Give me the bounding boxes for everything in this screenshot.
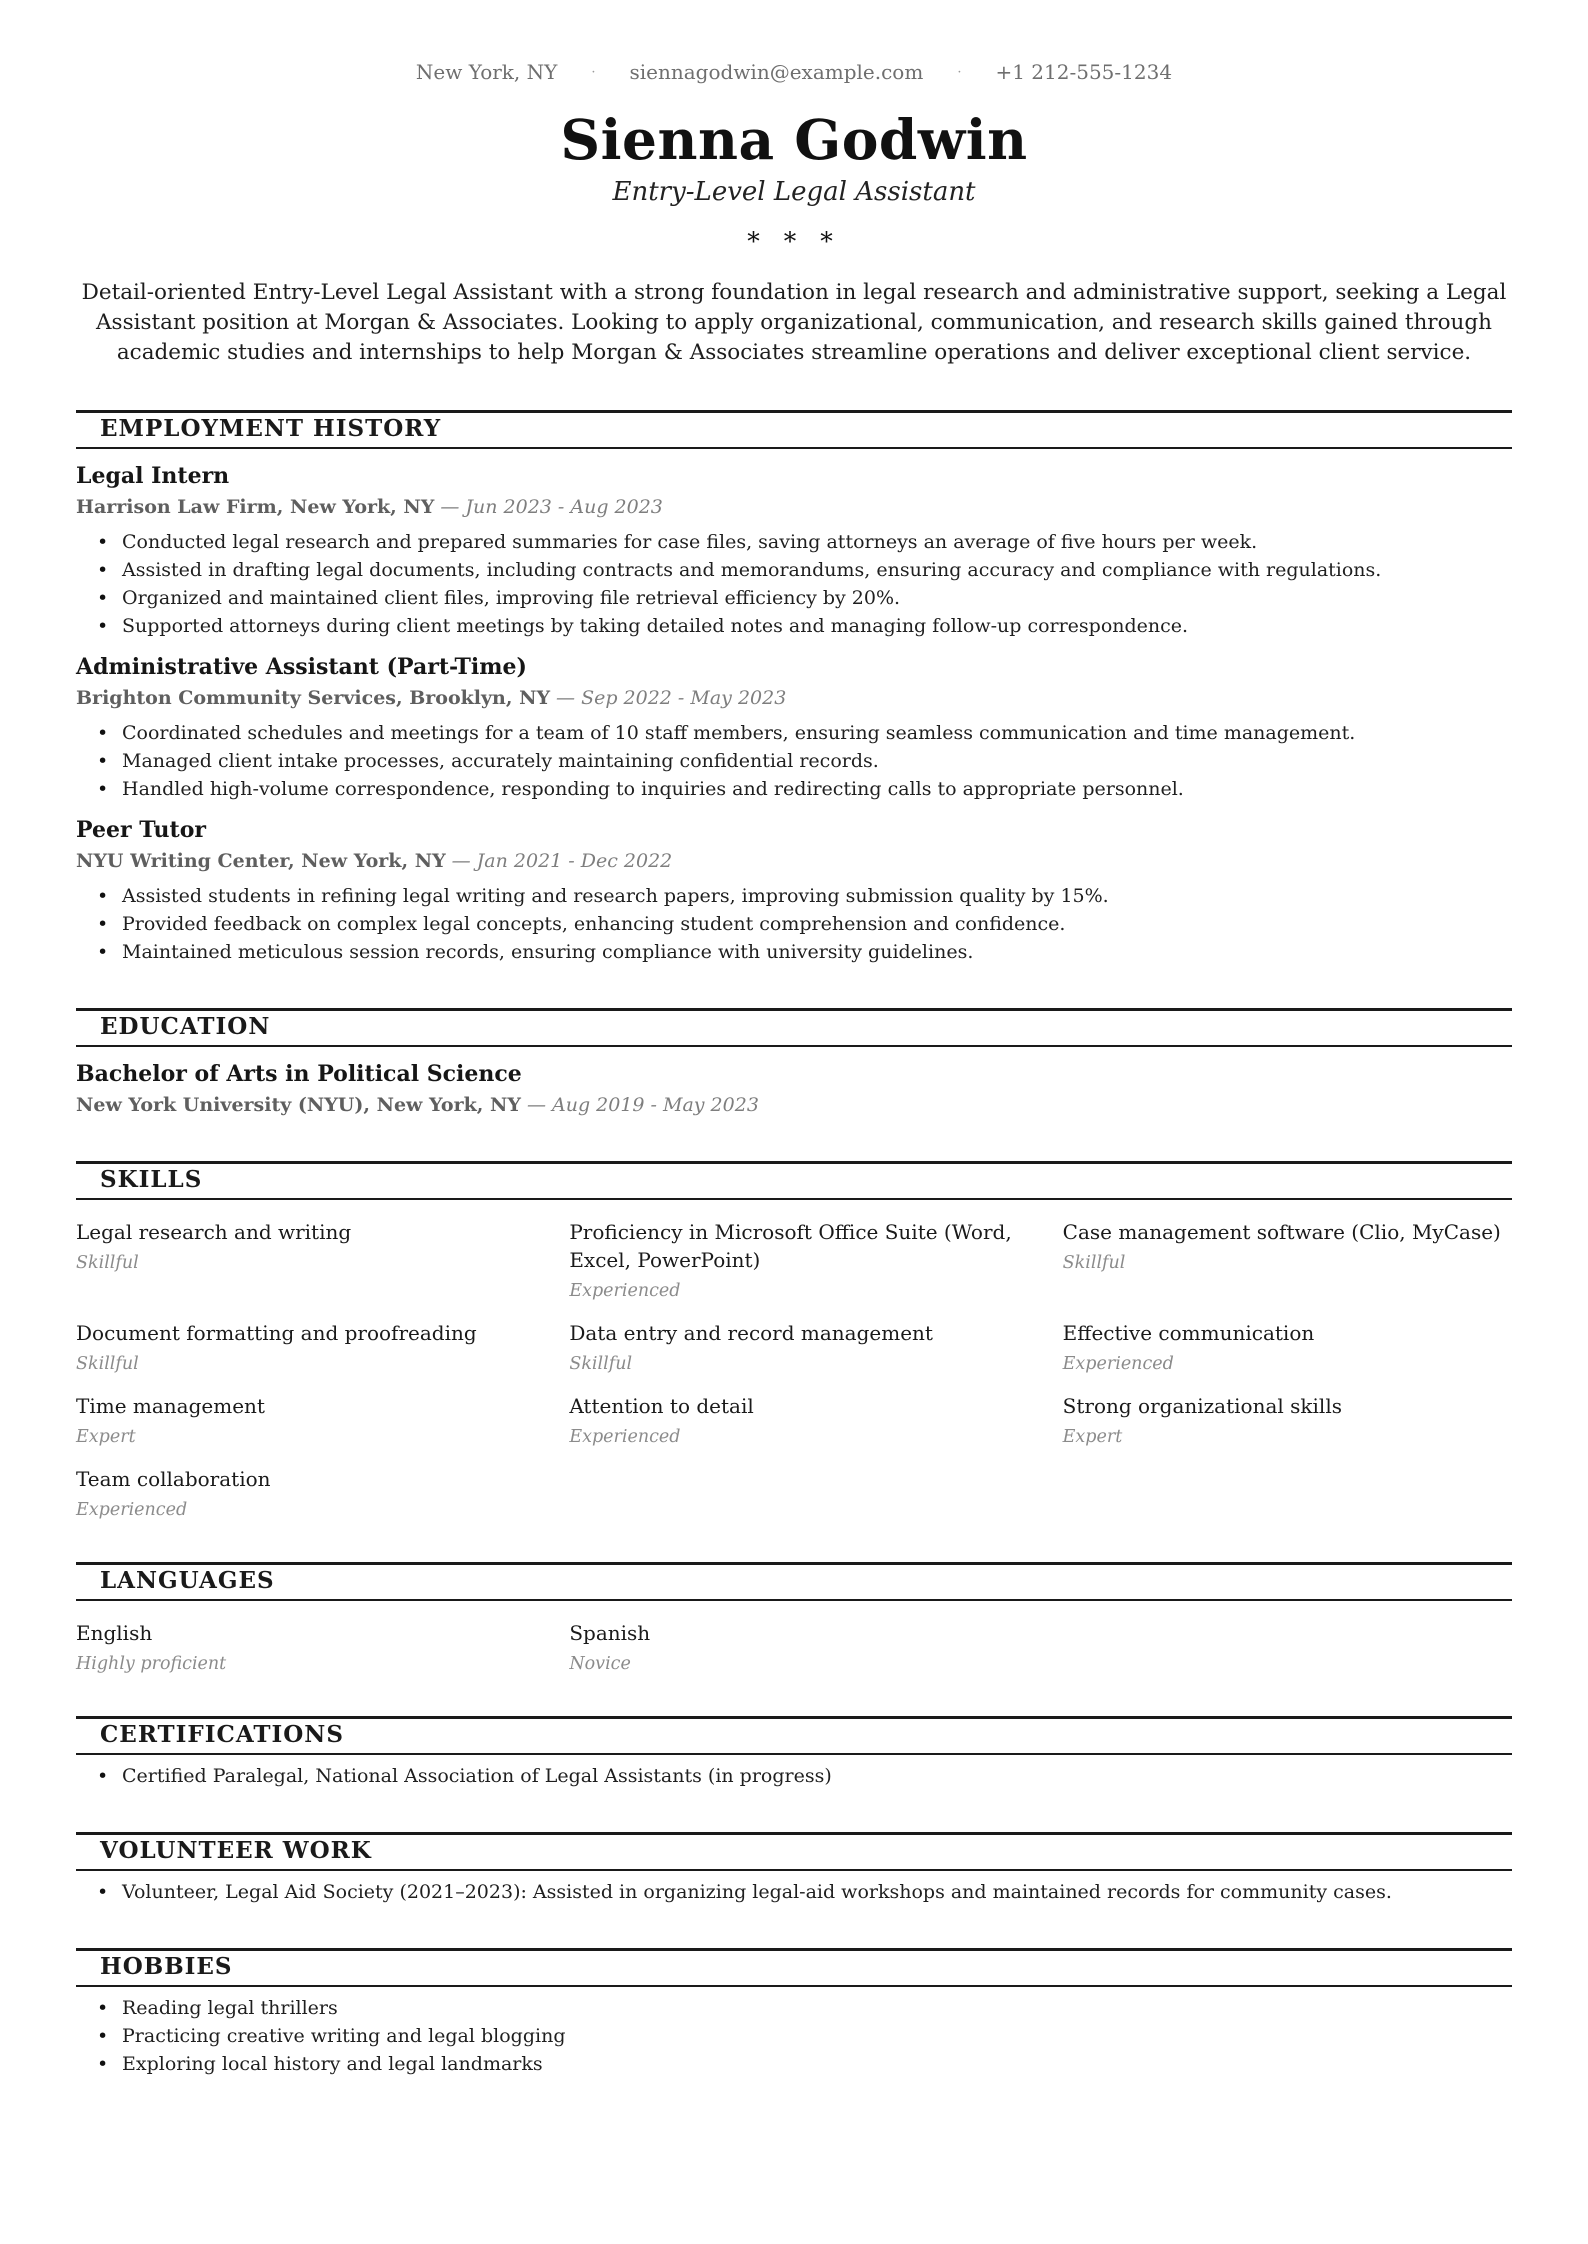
contact-email: siennagodwin@example.com — [629, 60, 924, 84]
hobbies-list — [76, 1994, 1512, 2078]
hobby-item: • Reading legal thrillers — [76, 1994, 1512, 2022]
skill-item — [569, 1218, 1018, 1301]
skill-item — [569, 1319, 1018, 1374]
skill-level: Experienced — [569, 1280, 681, 1301]
contact-location: New York, NY — [415, 60, 558, 84]
contact-separator: · — [957, 65, 962, 80]
skill-name: Strong organizational skills — [1062, 1393, 1342, 1418]
job-bullets — [76, 719, 1512, 803]
candidate-title: Entry-Level Legal Assistant — [612, 176, 976, 207]
job-title: Legal Intern — [76, 462, 230, 489]
skill-item — [76, 1218, 525, 1301]
education-school: New York University (NYU), New York, NY — [76, 1094, 521, 1117]
skill-item — [76, 1392, 525, 1447]
bullet-item: • Assisted in drafting legal documents, including contracts and memorandums, ensuring accuracy and compliance with regulations. — [76, 556, 1512, 584]
job-title: Administrative Assistant (Part-Time) — [76, 653, 527, 680]
job-title: Peer Tutor — [76, 816, 206, 843]
job-company: Brighton Community Services, Brooklyn, NY — [76, 687, 551, 710]
certification-item: • Certified Paralegal, National Association of Legal Assistants (in progress) — [76, 1762, 1512, 1790]
languages-grid — [76, 1619, 1512, 1674]
skill-item — [76, 1319, 525, 1374]
language-name: Spanish — [569, 1620, 651, 1645]
certifications-list — [76, 1762, 1512, 1790]
contact-phone: +1 212-555-1234 — [995, 60, 1173, 84]
bullet-item: • Maintained meticulous session records, ensuring compliance with university guidelines. — [76, 938, 1512, 966]
contact-bar — [76, 60, 1512, 84]
section-employment — [76, 410, 1512, 966]
skill-name: Proficiency in Microsoft Office Suite (Word, Excel, PowerPoint) — [569, 1219, 1012, 1272]
candidate-name: Sienna Godwin — [560, 107, 1028, 172]
skill-name: Team collaboration — [76, 1466, 271, 1491]
stars-decoration: * * * — [747, 226, 841, 256]
languages-heading: LANGUAGES — [76, 1562, 1512, 1601]
skill-name: Effective communication — [1062, 1320, 1315, 1345]
section-skills — [76, 1161, 1512, 1520]
skill-level: Skillful — [569, 1353, 633, 1374]
bullet-item: • Supported attorneys during client meetings by taking detailed notes and managing follow-up correspondence. — [76, 612, 1512, 640]
job-company: NYU Writing Center, New York, NY — [76, 850, 446, 873]
language-level: Highly proficient — [76, 1653, 227, 1674]
job-entry — [76, 654, 1512, 803]
bullet-item: • Coordinated schedules and meetings for a team of 10 staff members, ensuring seamless communication and time management. — [76, 719, 1512, 747]
skills-heading: SKILLS — [76, 1161, 1512, 1200]
skills-grid — [76, 1218, 1512, 1520]
job-dates: — Jan 2021 - Dec 2022 — [451, 850, 673, 873]
hobby-item: • Exploring local history and legal landmarks — [76, 2050, 1512, 2078]
job-bullets — [76, 528, 1512, 640]
language-item — [76, 1619, 525, 1674]
volunteer-item: • Volunteer, Legal Aid Society (2021–2023): Assisted in organizing legal-aid workshops and maintained records for community cases. — [76, 1878, 1512, 1906]
education-dates: — Aug 2019 - May 2023 — [526, 1094, 759, 1117]
job-meta — [76, 848, 1512, 875]
skill-level: Experienced — [569, 1426, 681, 1447]
hobbies-heading: HOBBIES — [76, 1948, 1512, 1987]
summary-text: Detail-oriented Entry-Level Legal Assistant with a strong foundation in legal research and administrative support, seeking a Legal Assistant position at Morgan & Associates. Looking to apply organizational, communication, and research skills gained through academic studies and internships to help Morgan & Associates streamline operations and deliver exceptional client service. — [81, 279, 1507, 365]
skill-level: Skillful — [1062, 1252, 1126, 1273]
certifications-heading: CERTIFICATIONS — [76, 1716, 1512, 1755]
education-meta — [76, 1092, 1512, 1119]
bullet-item: • Handled high-volume correspondence, responding to inquiries and redirecting calls to appropriate personnel. — [76, 775, 1512, 803]
job-entry — [76, 817, 1512, 966]
section-education — [76, 1008, 1512, 1119]
job-bullets — [76, 882, 1512, 966]
skill-level: Expert — [76, 1426, 136, 1447]
language-item-empty — [1063, 1619, 1512, 1674]
skill-name: Legal research and writing — [76, 1219, 352, 1244]
job-company: Harrison Law Firm, New York, NY — [76, 496, 435, 518]
bullet-item: • Assisted students in refining legal writing and research papers, improving submission quality by 15%. — [76, 882, 1512, 910]
section-languages — [76, 1562, 1512, 1674]
skill-level: Skillful — [76, 1252, 139, 1273]
language-name: English — [76, 1620, 153, 1645]
skill-item — [569, 1392, 1018, 1447]
degree-title: Bachelor of Arts in Political Science — [76, 1060, 522, 1087]
skill-name: Attention to detail — [569, 1393, 754, 1418]
skill-level: Experienced — [1062, 1353, 1174, 1374]
hobby-item: • Practicing creative writing and legal blogging — [76, 2022, 1512, 2050]
bullet-item: • Organized and maintained client files, improving file retrieval efficiency by 20%. — [76, 584, 1512, 612]
skill-level: Experienced — [76, 1499, 188, 1520]
skill-item — [76, 1465, 525, 1520]
skill-item — [1063, 1392, 1512, 1447]
language-level: Novice — [569, 1653, 631, 1674]
skill-item — [1063, 1319, 1512, 1374]
job-meta — [76, 494, 1512, 521]
education-heading: EDUCATION — [76, 1008, 1512, 1047]
bullet-item: • Provided feedback on complex legal concepts, enhancing student comprehension and confidence. — [76, 910, 1512, 938]
skill-level: Skillful — [76, 1353, 139, 1374]
section-certifications — [76, 1716, 1512, 1790]
language-item — [569, 1619, 1018, 1674]
job-dates: — Jun 2023 - Aug 2023 — [440, 496, 663, 518]
skill-name: Time management — [76, 1393, 265, 1418]
skill-level: Expert — [1062, 1426, 1123, 1447]
job-dates: — Sep 2022 - May 2023 — [556, 687, 787, 710]
contact-separator: · — [591, 65, 596, 80]
skill-name: Document formatting and proofreading — [76, 1320, 477, 1345]
skill-item — [1063, 1218, 1512, 1301]
section-volunteer — [76, 1832, 1512, 1906]
skill-name: Case management software (Clio, MyCase) — [1062, 1219, 1501, 1244]
skill-name: Data entry and record management — [569, 1320, 933, 1345]
volunteer-list — [76, 1878, 1512, 1906]
section-hobbies — [76, 1948, 1512, 2078]
job-meta — [76, 685, 1512, 712]
bullet-item: • Conducted legal research and prepared summaries for case files, saving attorneys an average of five hours per week. — [76, 528, 1512, 556]
employment-heading: EMPLOYMENT HISTORY — [76, 410, 1512, 449]
job-entry — [76, 463, 1512, 640]
bullet-item: • Managed client intake processes, accurately maintaining confidential records. — [76, 747, 1512, 775]
volunteer-heading: VOLUNTEER WORK — [76, 1832, 1512, 1871]
